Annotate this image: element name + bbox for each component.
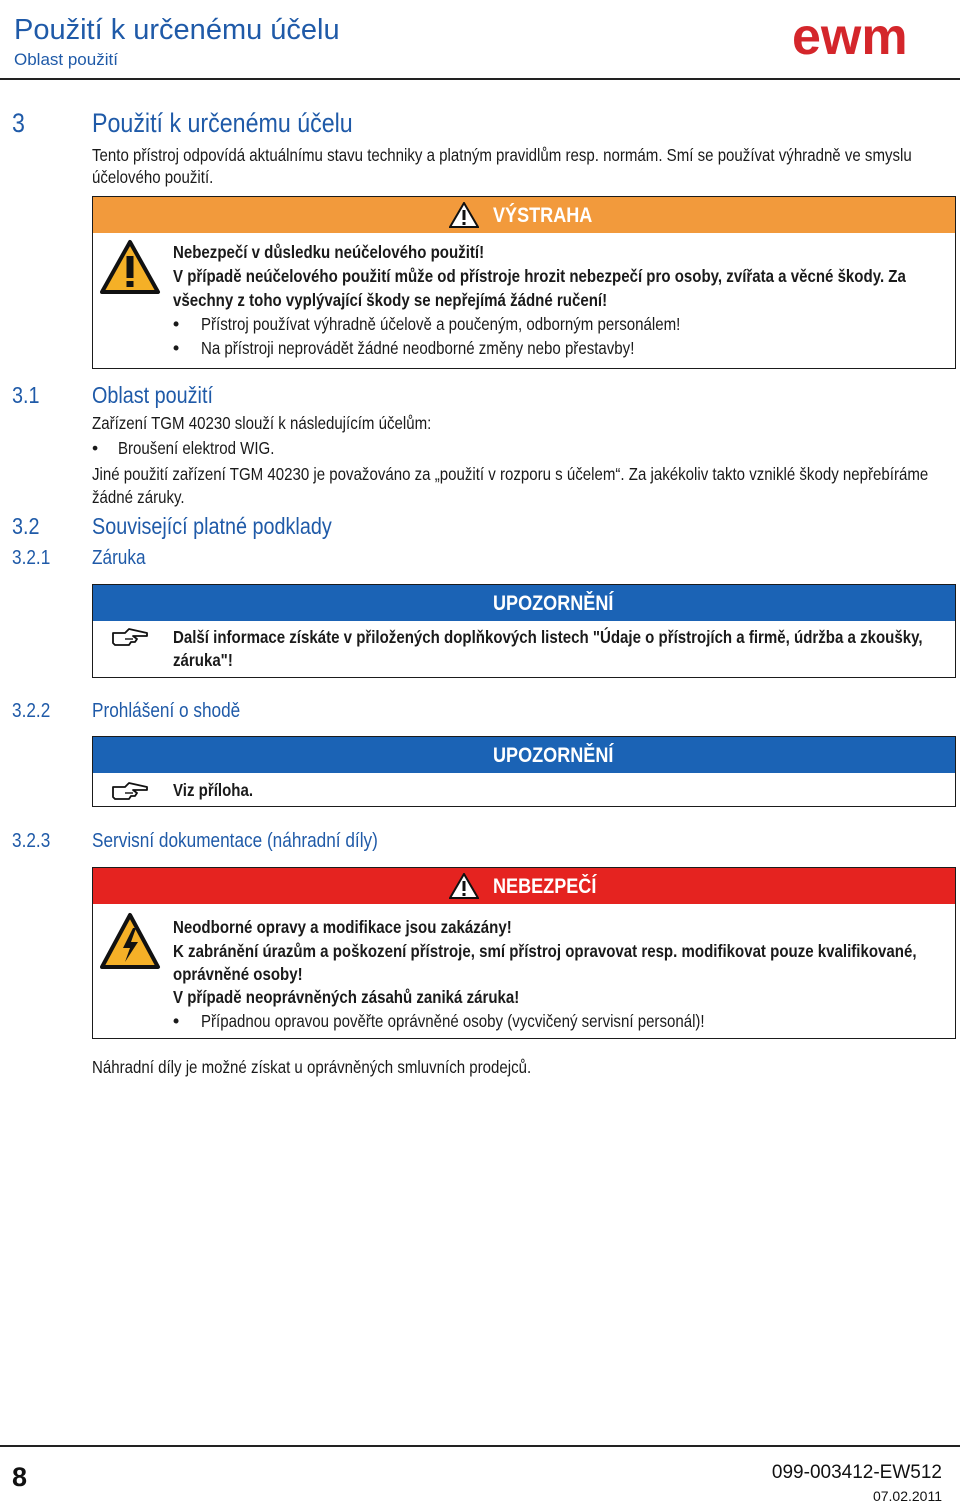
- warning-bullet-1: Přístroj používat výhradně účelově a poučeným, odborným personálem!: [201, 314, 681, 334]
- note1-line2: záruka"!: [173, 650, 233, 670]
- danger-header-bar: [93, 868, 955, 904]
- danger-line4: V případě neoprávněných zásahů zaniká záruka!: [173, 987, 520, 1007]
- section-3-2-1-title: Záruka: [92, 547, 146, 569]
- danger-small-triangle-icon: [449, 873, 479, 904]
- section-3-1-bullet-dot: •: [92, 438, 99, 458]
- section-3-1-number: 3.1: [12, 382, 40, 408]
- page-number: 8: [12, 1462, 28, 1492]
- page-header-title: Použití k určenému účelu: [14, 14, 340, 46]
- section-3-1-note-line1: Jiné použití zařízení TGM 40230 je považováno za „použití v rozporu s účelem“. Za jakékoliv takto vzniklé škody nepřebíráme: [92, 464, 929, 484]
- warning-triangle-icon: [99, 239, 161, 300]
- danger-line1: Neodborné opravy a modifikace jsou zakázány!: [173, 917, 512, 937]
- section-3-intro-line2: účelového použití.: [92, 167, 214, 187]
- section-3-1-note-line2: žádné záruky.: [92, 487, 185, 507]
- section-3-title: Použití k určenému účelu: [92, 108, 353, 138]
- warning-line3: všechny z toho vyplývající škody se nepřejímá žádné ručení!: [173, 290, 608, 310]
- danger-line3: oprávněné osoby!: [173, 964, 303, 984]
- section-3-2-2-title: Prohlášení o shodě: [92, 700, 241, 722]
- pointing-hand-icon: [111, 627, 149, 652]
- document-number: 099-003412-EW512: [771, 1462, 942, 1483]
- danger-signal-word: NEBEZPEČÍ: [493, 875, 597, 898]
- section-3-2-2-number: 3.2.2: [12, 700, 51, 722]
- section-3-2-3-title: Servisní dokumentace (náhradní díly): [92, 830, 378, 852]
- note-signal-word: UPOZORNĚNÍ: [493, 592, 614, 615]
- section-3-number: 3: [12, 108, 25, 138]
- high-voltage-icon: [99, 912, 161, 975]
- note-box-declaration: [92, 736, 956, 807]
- warning-bullet-dot: •: [173, 338, 180, 358]
- danger-bullet: Případnou opravou pověřte oprávněné osoby (vycvičený servisní personál)!: [201, 1011, 705, 1031]
- note1-line1: Další informace získáte v přiložených doplňkových listech "Údaje o přístrojích a firmě, údržba a zkoušky,: [173, 627, 923, 647]
- note2-line1: Viz příloha.: [173, 780, 254, 800]
- danger-bullet-dot: •: [173, 1011, 180, 1031]
- svg-text:ewm: ewm: [792, 10, 908, 62]
- note-signal-word: UPOZORNĚNÍ: [493, 744, 614, 767]
- warning-small-triangle-icon: [449, 202, 479, 233]
- warning-notice-box: [92, 196, 956, 369]
- page-header-subtitle: Oblast použití: [14, 50, 118, 69]
- pointing-hand-icon: [111, 781, 149, 806]
- warning-header-bar: [93, 197, 955, 233]
- spare-parts-text: Náhradní díly je možné získat u oprávněných smluvních prodejců.: [92, 1057, 532, 1077]
- section-3-2-title: Související platné podklady: [92, 513, 332, 539]
- section-3-2-3-number: 3.2.3: [12, 830, 51, 852]
- warning-line2: V případě neúčelového použití může od přístroje hrozit nebezpečí pro osoby, zvířata a věcné škody. Za: [173, 266, 906, 286]
- section-3-intro-line1: Tento přístroj odpovídá aktuálnímu stavu techniky a platným pravidlům resp. normám. Smí se používat výhradně ve smyslu: [92, 145, 912, 165]
- footer-rule: [0, 1445, 960, 1447]
- warning-line1: Nebezpečí v důsledku neúčelového použití!: [173, 242, 485, 262]
- danger-notice-box: [92, 867, 956, 1039]
- section-3-1-title: Oblast použití: [92, 382, 213, 408]
- section-3-1-intro: Zařízení TGM 40230 slouží k následujícím účelům:: [92, 413, 432, 433]
- section-3-1-bullet: Broušení elektrod WIG.: [118, 438, 275, 458]
- ewm-logo: [790, 10, 936, 62]
- header-rule: [0, 78, 960, 80]
- warning-signal-word: VÝSTRAHA: [493, 204, 593, 227]
- warning-bullet-2: Na přístroji neprovádět žádné neodborné změny nebo přestavby!: [201, 338, 635, 358]
- section-3-2-1-number: 3.2.1: [12, 547, 51, 569]
- section-3-2-number: 3.2: [12, 513, 40, 539]
- warning-bullet-dot: •: [173, 314, 180, 334]
- note-header-bar: [93, 585, 955, 621]
- danger-line2: K zabránění úrazům a poškození přístroje, smí přístroj opravovat resp. modifikovat pouze kvalifikované,: [173, 941, 917, 961]
- note-box-warranty: [92, 584, 956, 678]
- note-header-bar: [93, 737, 955, 773]
- document-date: 07.02.2011: [872, 1488, 942, 1504]
